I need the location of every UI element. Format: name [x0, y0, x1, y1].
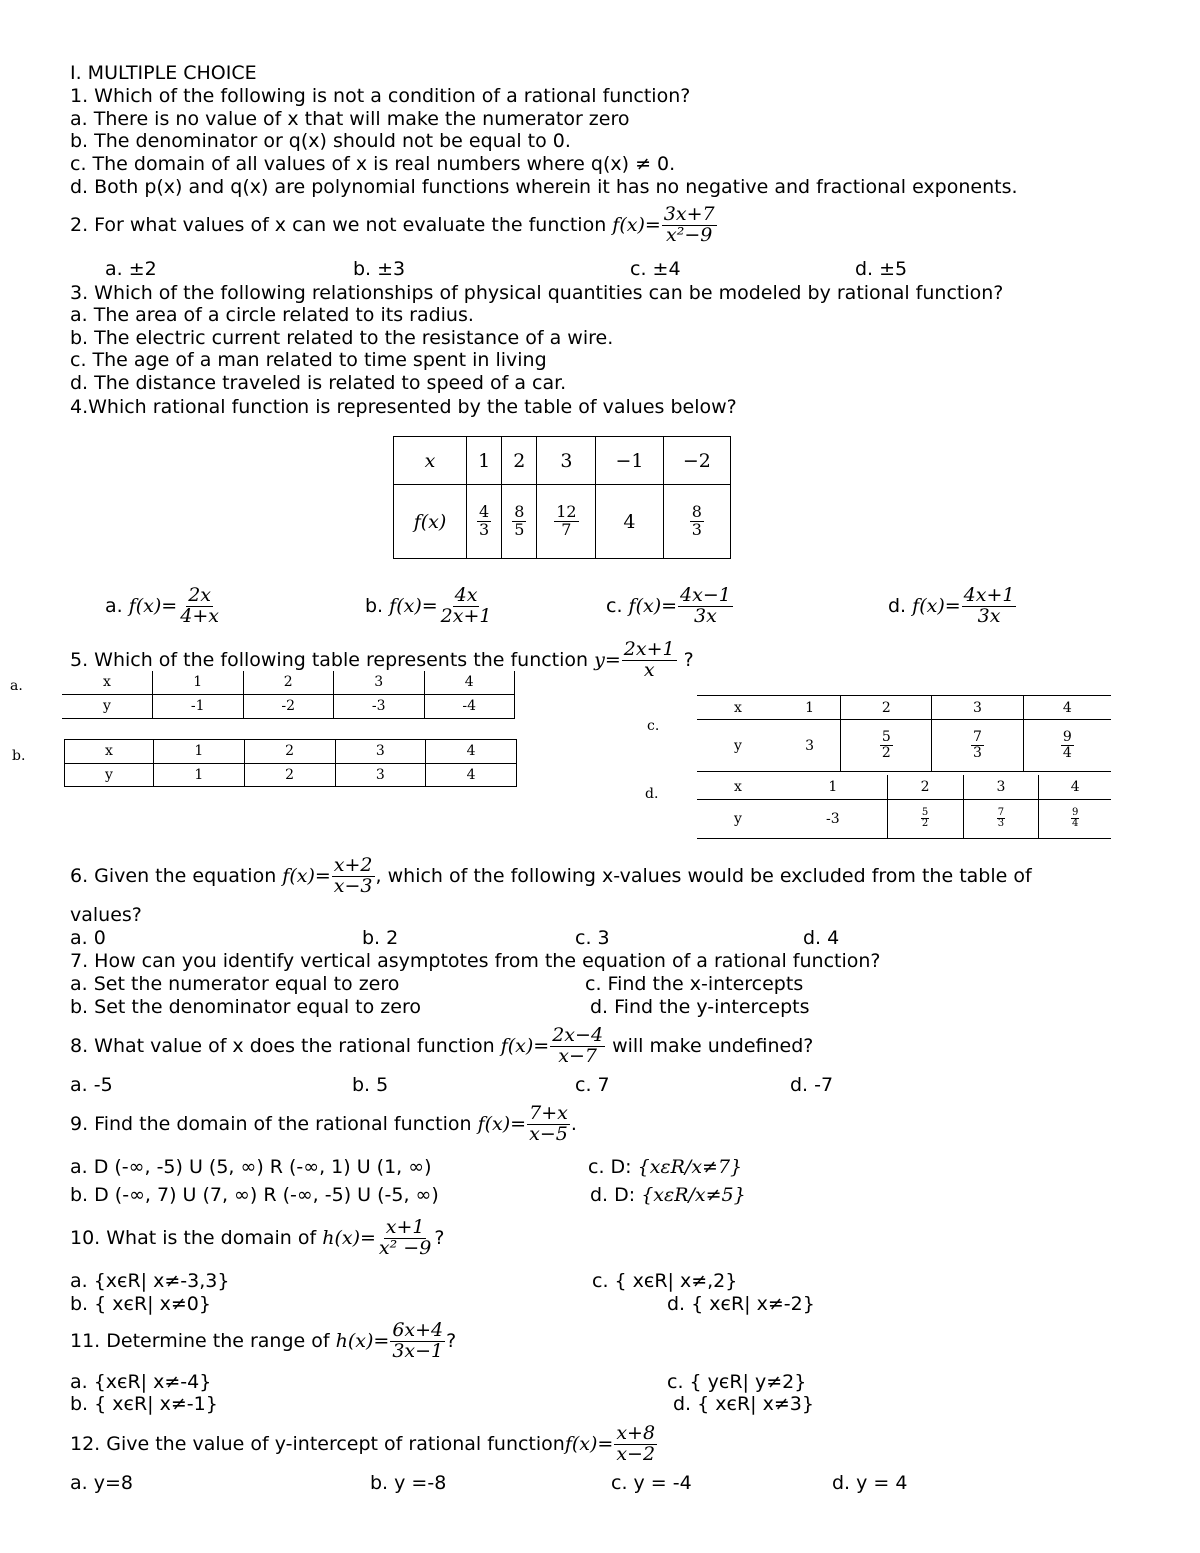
q5-label-a: a.: [10, 678, 23, 694]
q4-option-b-label: b.: [365, 595, 384, 617]
q9-option-a: a. D (-∞, -5) U (5, ∞) R (-∞, 1) U (1, ∞): [70, 1156, 432, 1178]
q5-table-a-cell: y: [62, 694, 153, 718]
q9-fx: f(x)=: [477, 1113, 527, 1135]
q5-table-b-cell: 3: [335, 763, 426, 787]
q4-table-row-fx: [394, 485, 731, 559]
q5-table-a-row-x: [62, 671, 515, 694]
q5-table-d-denominator: 4: [1072, 818, 1079, 830]
q4-table-x-cell: −1: [596, 437, 663, 485]
q10-option-c: c. { xєR| x≠,2}: [592, 1270, 738, 1292]
q8-stem: 8. What value of x does the rational function: [70, 1035, 495, 1057]
q5-table-a-cell: -3: [334, 694, 425, 718]
q5-table-d-numerator: 9: [1072, 807, 1079, 819]
q4-option-d-denominator: 3x: [977, 605, 1001, 627]
q5-table-c-row-x: [697, 696, 1111, 720]
q5-table-c-cell: 3: [779, 720, 841, 772]
q8-fx: f(x)=: [500, 1035, 550, 1057]
q1-option-a: a. There is no value of x that will make the numerator zero: [70, 108, 630, 130]
q10-hx: h(x)=: [322, 1227, 376, 1249]
q5-table-c-cell: x: [697, 696, 779, 720]
q4-table-fx-cell: 4: [596, 485, 663, 559]
q8-option-b: b. 5: [352, 1074, 389, 1096]
q5-table-c-denominator: 4: [1062, 745, 1072, 761]
q5-table-b-cell: 3: [335, 740, 426, 764]
q3-option-b: b. The electric current related to the resistance of a wire.: [70, 327, 614, 349]
q4-cell-denominator: 3: [691, 520, 702, 539]
q7-option-d: d. Find the y-intercepts: [590, 996, 810, 1018]
q4-option-c-label: c.: [606, 595, 623, 617]
q8-option-d: d. -7: [790, 1074, 834, 1096]
q5-table-d-cell: 1: [779, 775, 887, 799]
q5-table-c-denominator: 3: [973, 745, 982, 761]
q3-option-d: d. The distance traveled is related to speed of a car.: [70, 372, 567, 394]
q4-cell-numerator: 8: [691, 502, 702, 522]
q5-table-a-cell: 2: [243, 671, 334, 694]
q10-stem: 10. What is the domain of: [70, 1227, 317, 1249]
q12-denominator: x−2: [616, 1443, 656, 1465]
q4-cell-numerator: 4: [479, 502, 490, 522]
q5-table-d-cell: 3: [963, 775, 1039, 799]
q4-table-x-label: x: [394, 437, 467, 485]
q9-option-c: [588, 1156, 742, 1178]
q4-table-fx-cell: [663, 485, 730, 559]
q4-table-x-cell: 2: [502, 437, 537, 485]
q10-option-d: d. { xєR| x≠-2}: [667, 1293, 815, 1315]
q4-table-fx-cell: [537, 485, 596, 559]
q5-table-c-cell: 2: [841, 696, 932, 720]
q5-table-a-cell: -1: [153, 694, 244, 718]
q9-end: .: [570, 1113, 577, 1135]
q8-rest: will make undefined?: [612, 1035, 814, 1057]
q6-denominator: x−3: [333, 875, 373, 897]
q6-option-d: d. 4: [803, 927, 840, 949]
q5-table-c-denominator: 2: [881, 745, 891, 761]
q10-denominator: x² −9: [378, 1237, 432, 1259]
q5-table-c-cell: [841, 720, 932, 772]
section-title: I. MULTIPLE CHOICE: [70, 62, 257, 84]
q5-table-d-cell: [887, 799, 963, 839]
q5-table-c: [697, 695, 1111, 772]
q5-table-d-numerator: 5: [921, 807, 929, 819]
q5-table-b-cell: 1: [154, 763, 245, 787]
q8-option-a: a. -5: [70, 1074, 113, 1096]
q5-table-c-cell: 1: [779, 696, 841, 720]
q4-table-row-x: [394, 437, 731, 485]
q4-option-b-denominator: 2x+1: [440, 605, 492, 627]
q5-table-c-cell: 3: [932, 696, 1023, 720]
q5-stem: 5. Which of the following table represents the function: [70, 649, 589, 671]
q4-cell-numerator: 12: [556, 502, 577, 522]
q4-table-x-cell: 1: [467, 437, 502, 485]
q8-numerator: 2x−4: [552, 1024, 604, 1047]
q5-table-a: [62, 671, 515, 719]
q9-option-d-label: d. D:: [590, 1184, 642, 1206]
q4-option-b-numerator: 4x: [454, 584, 478, 607]
q11-option-b: b. { xєR| x≠-1}: [70, 1393, 218, 1415]
q5-table-b-cell: 2: [244, 740, 335, 764]
q6-fx: f(x)=: [282, 865, 331, 887]
q5-table-a-cell: 3: [334, 671, 425, 694]
q5-table-d-cell: y: [697, 799, 779, 839]
q6-option-a: a. 0: [70, 927, 106, 949]
q4-option-c-fx: f(x)=: [628, 595, 678, 617]
q12-stem: 12. Give the value of y-intercept of rational function: [70, 1433, 565, 1455]
q1-option-c: c. The domain of all values of x is real numbers where q(x) ≠ 0.: [70, 153, 676, 175]
q11-end: ?: [446, 1330, 457, 1352]
q11-option-d: d. { xєR| x≠3}: [673, 1393, 814, 1415]
q12-fx: f(x)=: [564, 1433, 614, 1455]
q5-table-c-cell: 4: [1023, 696, 1111, 720]
q4-option-c: [606, 582, 734, 630]
q9-option-c-label: c. D:: [588, 1156, 638, 1178]
q4-option-d-fx: f(x)=: [912, 595, 961, 617]
q10-option-b: b. { xєR| x≠0}: [70, 1293, 211, 1315]
q12-option-c: c. y = -4: [611, 1472, 692, 1494]
q4-cell-denominator: 7: [561, 520, 572, 539]
q9-numerator: 7+x: [529, 1102, 568, 1125]
q4-stem: 4.Which rational function is represented by the table of values below?: [70, 396, 737, 418]
q4-table-x-cell: −2: [663, 437, 730, 485]
q5-table-b-cell: y: [65, 763, 154, 787]
q5-denominator: x: [643, 659, 655, 681]
q5-table-d-row-y: [697, 799, 1111, 839]
q5-table-b-cell: 2: [244, 763, 335, 787]
q6-stem: 6. Given the equation: [70, 865, 277, 887]
q5-table-b-cell: 4: [426, 740, 517, 764]
q10-option-a: a. {xєR| x≠-3,3}: [70, 1270, 230, 1292]
q11-numerator: 6x+4: [392, 1319, 444, 1342]
q12-option-b: b. y =-8: [370, 1472, 447, 1494]
q4-option-c-numerator: 4x−1: [680, 584, 731, 607]
q11-denominator: 3x−1: [392, 1340, 444, 1362]
q4-option-a-denominator: 4+x: [180, 605, 219, 627]
q5-table-a-cell: -2: [243, 694, 334, 718]
q4-table-fx-cell: [467, 485, 502, 559]
q5-table-d: [697, 775, 1111, 839]
q7-option-b: b. Set the denominator equal to zero: [70, 996, 421, 1018]
q1-option-d: d. Both p(x) and q(x) are polynomial functions wherein it has no negative and fractional exponents.: [70, 176, 1018, 198]
q5-table-d-cell: [963, 799, 1039, 839]
q5-label-d: d.: [645, 786, 659, 802]
q3-option-a: a. The area of a circle related to its radius.: [70, 304, 474, 326]
q6-rest: , which of the following x-values would be excluded from the table of: [375, 865, 1032, 887]
q5-table-c-cell: [932, 720, 1023, 772]
q5-label-b: b.: [12, 748, 26, 764]
q5-table-c-numerator: 5: [881, 729, 891, 746]
q7-option-a: a. Set the numerator equal to zero: [70, 973, 400, 995]
q5-table-c-cell: [1023, 720, 1111, 772]
q2-stem: 2. For what values of x can we not evaluate the function: [70, 214, 607, 236]
q12-line: [70, 1418, 658, 1470]
q2-denominator: x²−9: [666, 224, 713, 246]
q4-option-a: [105, 582, 222, 630]
q12-numerator: x+8: [616, 1422, 656, 1445]
q5-table-a-cell: 1: [153, 671, 244, 694]
q5-table-d-cell: 2: [887, 775, 963, 799]
q4-option-a-fx: f(x)=: [128, 595, 178, 617]
q4-table-fx-label: f(x): [394, 485, 467, 559]
q4-table-fx-cell: [502, 485, 537, 559]
q3-option-c: c. The age of a man related to time spent in living: [70, 349, 547, 371]
q6-line2: values?: [70, 904, 142, 926]
q5-table-d-cell: -3: [779, 799, 887, 839]
q5-table-c-row-y: [697, 720, 1111, 772]
q11-hx: h(x)=: [335, 1330, 390, 1352]
q2-fraction: [662, 205, 717, 246]
q5-label-c: c.: [647, 718, 660, 734]
q5-table-d-row-x: [697, 775, 1111, 799]
q5-table-b-cell: x: [65, 740, 154, 764]
q9-stem: 9. Find the domain of the rational function: [70, 1113, 472, 1135]
q4-option-d-label: d.: [888, 595, 907, 617]
q4-option-d-numerator: 4x+1: [963, 584, 1015, 607]
q2-option-a: a. ±2: [105, 258, 157, 280]
q12-option-a: a. y=8: [70, 1472, 133, 1494]
q8-line: [70, 1020, 813, 1072]
q11-line: [70, 1315, 456, 1367]
q4-option-d: [888, 582, 1017, 630]
q5-table-d-numerator: 7: [997, 807, 1005, 819]
q5-table-c-cell: y: [697, 720, 779, 772]
q9-option-d: [590, 1184, 746, 1206]
q5-table-d-cell: x: [697, 775, 779, 799]
q5-table-b-row-y: [65, 763, 517, 787]
q4-cell-denominator: 5: [514, 520, 525, 539]
q9-option-b: b. D (-∞, 7) U (7, ∞) R (-∞, -5) U (-5, ∞): [70, 1184, 439, 1206]
q2-option-c: c. ±4: [630, 258, 681, 280]
q5-table-b-cell: 1: [154, 740, 245, 764]
q5-table-d-cell: [1039, 799, 1111, 839]
q2-option-b: b. ±3: [353, 258, 406, 280]
q4-option-b: [365, 582, 494, 630]
q6-line: [70, 850, 1032, 902]
q2-numerator: 3x+7: [663, 203, 715, 226]
q5-table-b-row-x: [65, 740, 517, 764]
q4-table-x-cell: 3: [537, 437, 596, 485]
q6-option-b: b. 2: [362, 927, 399, 949]
q7-stem: 7. How can you identify vertical asymptotes from the equation of a rational function?: [70, 950, 881, 972]
q5-table-a-cell: x: [62, 671, 153, 694]
q5-table-a-cell: 4: [424, 671, 515, 694]
q9-denominator: x−5: [529, 1123, 568, 1145]
q9-line: [70, 1098, 577, 1150]
q5-table-d-cell: 4: [1039, 775, 1111, 799]
q6-option-c: c. 3: [575, 927, 610, 949]
q4-option-c-denominator: 3x: [694, 605, 717, 627]
q12-option-d: d. y = 4: [832, 1472, 908, 1494]
q6-numerator: x+2: [333, 854, 373, 877]
q9-option-c-set: {xεR/x≠7}: [637, 1156, 743, 1178]
q4-option-a-numerator: 2x: [188, 584, 211, 607]
q5-table-a-cell: -4: [424, 694, 515, 718]
q1-stem: 1. Which of the following is not a condition of a rational function?: [70, 85, 691, 107]
q8-denominator: x−7: [558, 1045, 597, 1067]
q5-table-d-denominator: 2: [921, 818, 929, 830]
q5-table-c-numerator: 9: [1062, 729, 1072, 746]
q10-end: ?: [434, 1227, 445, 1249]
q4-cell-denominator: 3: [479, 520, 490, 539]
q5-table-d-denominator: 3: [997, 818, 1005, 830]
q9-option-d-set: {xεR/x≠5}: [641, 1184, 746, 1206]
q5-table-b: [64, 739, 517, 787]
q3-stem: 3. Which of the following relationships of physical quantities can be modeled by rational function?: [70, 282, 1004, 304]
q4-cell-numerator: 8: [514, 502, 525, 522]
q8-option-c: c. 7: [575, 1074, 610, 1096]
q1-option-b: b. The denominator or q(x) should not be equal to 0.: [70, 130, 571, 152]
q11-option-c: c. { yєR| y≠2}: [667, 1371, 807, 1393]
q5-table-b-cell: 4: [426, 763, 517, 787]
q7-option-c: c. Find the x-intercepts: [585, 973, 804, 995]
q10-numerator: x+1: [385, 1216, 425, 1239]
q5-fy: y=: [594, 649, 621, 671]
q4-option-a-label: a.: [105, 595, 123, 617]
q2-line: [70, 198, 718, 252]
q10-line: [70, 1212, 444, 1264]
q5-numerator: 2x+1: [623, 638, 675, 661]
q5-table-a-row-y: [62, 694, 515, 718]
q11-option-a: a. {xєR| x≠-4}: [70, 1371, 212, 1393]
q4-option-b-fx: f(x)=: [389, 595, 438, 617]
q2-fx: f(x)=: [612, 214, 661, 236]
q5-end: ?: [683, 649, 694, 671]
q11-stem: 11. Determine the range of: [70, 1330, 330, 1352]
q2-option-d: d. ±5: [855, 258, 908, 280]
q5-table-c-numerator: 7: [973, 729, 982, 746]
q4-values-table: [393, 436, 731, 559]
